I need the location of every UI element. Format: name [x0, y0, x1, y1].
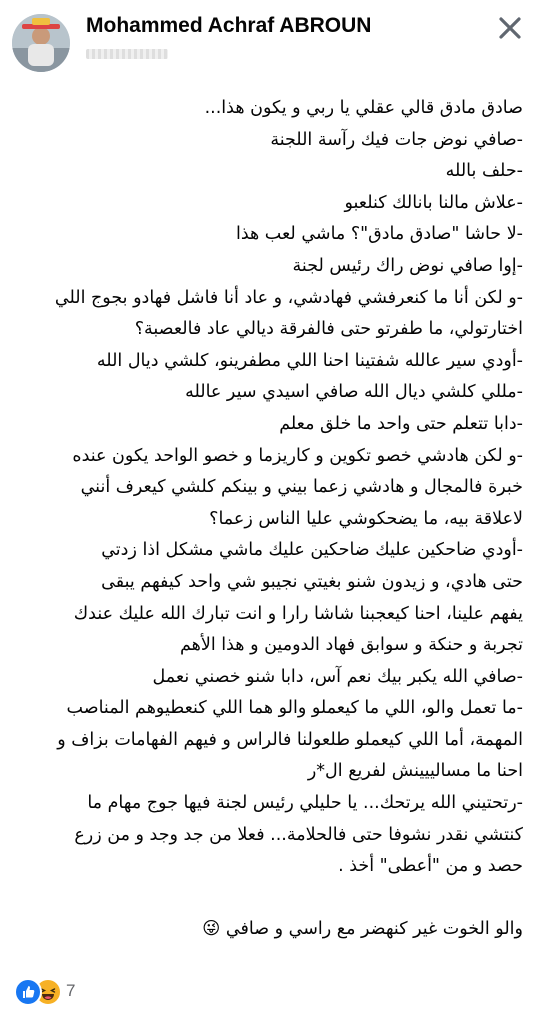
post-text-line: احنا ما مسالييينش لفريع ال*ر: [307, 761, 523, 782]
post-text-line: المهمة، أما اللي كيعملو طلعولنا فالراس و فيهم الفهامات بزاف و: [57, 729, 523, 750]
post-text-line: خبرة فالمجال و هادشي زعما بيني و بينكم كلشي كيعرف أنني: [80, 477, 523, 498]
post-text-line: يفهم علينا، احنا كيعجبنا شاشا رارا و انت تبارك الله عليك عندك: [73, 603, 523, 624]
post-text-line: حتى هادي، و زيدون شنو بغيتي نجيبو شي واحد كيفهم يبقى: [101, 571, 523, 592]
post-text-line: اختارتولي، ما طفرتو حتى فالفرقة ديالي عاد فالعصبة؟: [134, 319, 523, 340]
post-text: [16, 93, 523, 946]
post-text-line: حصد و من "أعطى" أخذ .: [338, 856, 523, 877]
reactions-summary[interactable]: [14, 978, 134, 1004]
redacted-timestamp: [86, 49, 168, 59]
close-button[interactable]: [494, 12, 526, 44]
post-text-line: -إوا صافي نوض راك رئيس لجنة: [292, 255, 523, 276]
post-text-line: -و لكن أنا ما كنعرفشي فهادشي، و عاد أنا فاشل فهادو بجوج اللي: [54, 287, 523, 308]
post-text-line: -أودي سير عالله شفتينا احنا اللي مطفرينو، كلشي ديال الله: [96, 350, 523, 371]
reactions-count: 7: [66, 981, 76, 1000]
close-x-icon: [494, 12, 526, 44]
post-text-line: -مللي كلشي ديال الله صافي اسيدي سير عالله: [185, 382, 523, 403]
post-blank-line: [16, 883, 523, 915]
like-icon: [14, 978, 42, 1006]
post-text-line: -رتحتيني الله يرتحك... يا حليلي رئيس لجنة فيها جوج مهام ما: [87, 793, 523, 814]
author-avatar[interactable]: [12, 14, 70, 72]
post-text-line: -و لكن هادشي خصو تكوين و كاريزما و خصو الواحد يكون عنده: [72, 445, 523, 466]
post-timestamp-redacted: [86, 47, 176, 61]
post-text-line: لاعلاقة بيه، ما يضحكوشي عليا الناس زعما؟: [209, 508, 523, 529]
post-text-line: تجربة و حنكة و سوابق فهاد الدومين و هذا الأهم: [179, 635, 523, 656]
post-text-line: كنتشي نقدر نشوفا حتى فالحلامة... فعلا من جد وجد و من زرع: [74, 824, 523, 845]
post-text-line: -حلف بالله: [445, 161, 523, 182]
post-header: [0, 0, 539, 80]
post-text-line: والو الخوت غير كنهضر مع راسي و صافي 😜: [202, 919, 523, 940]
post-text-line: -صافي نوض جات فيك رآسة اللجنة: [270, 129, 523, 150]
post-text-line: -صافي الله يكبر بيك نعم آس، دابا شنو خصني نعمل: [152, 666, 523, 687]
post-text-line: -ما تعمل والو، اللي ما كيعملو والو هما اللي كنعطيوهم المناصب: [66, 698, 523, 719]
post-text-line: -دابا تتعلم حتى واحد ما خلق معلم: [279, 413, 523, 434]
post-text-line: صادق مادق قالي عقلي يا ربي و يكون هذا...: [204, 98, 523, 118]
author-name[interactable]: Mohammed Achraf ABROUN: [86, 14, 372, 37]
post-text-line: -أودي ضاحكين عليك ضاحكين عليك ماشي مشكل اذا زدتي: [101, 540, 523, 561]
avatar-photo-icon: [12, 14, 70, 72]
post-text-line: -لا حاشا "صادق مادق"؟ ماشي لعب هذا: [235, 224, 523, 245]
post-text-line: -علاش مالنا بانالك كنلعبو: [344, 192, 523, 213]
